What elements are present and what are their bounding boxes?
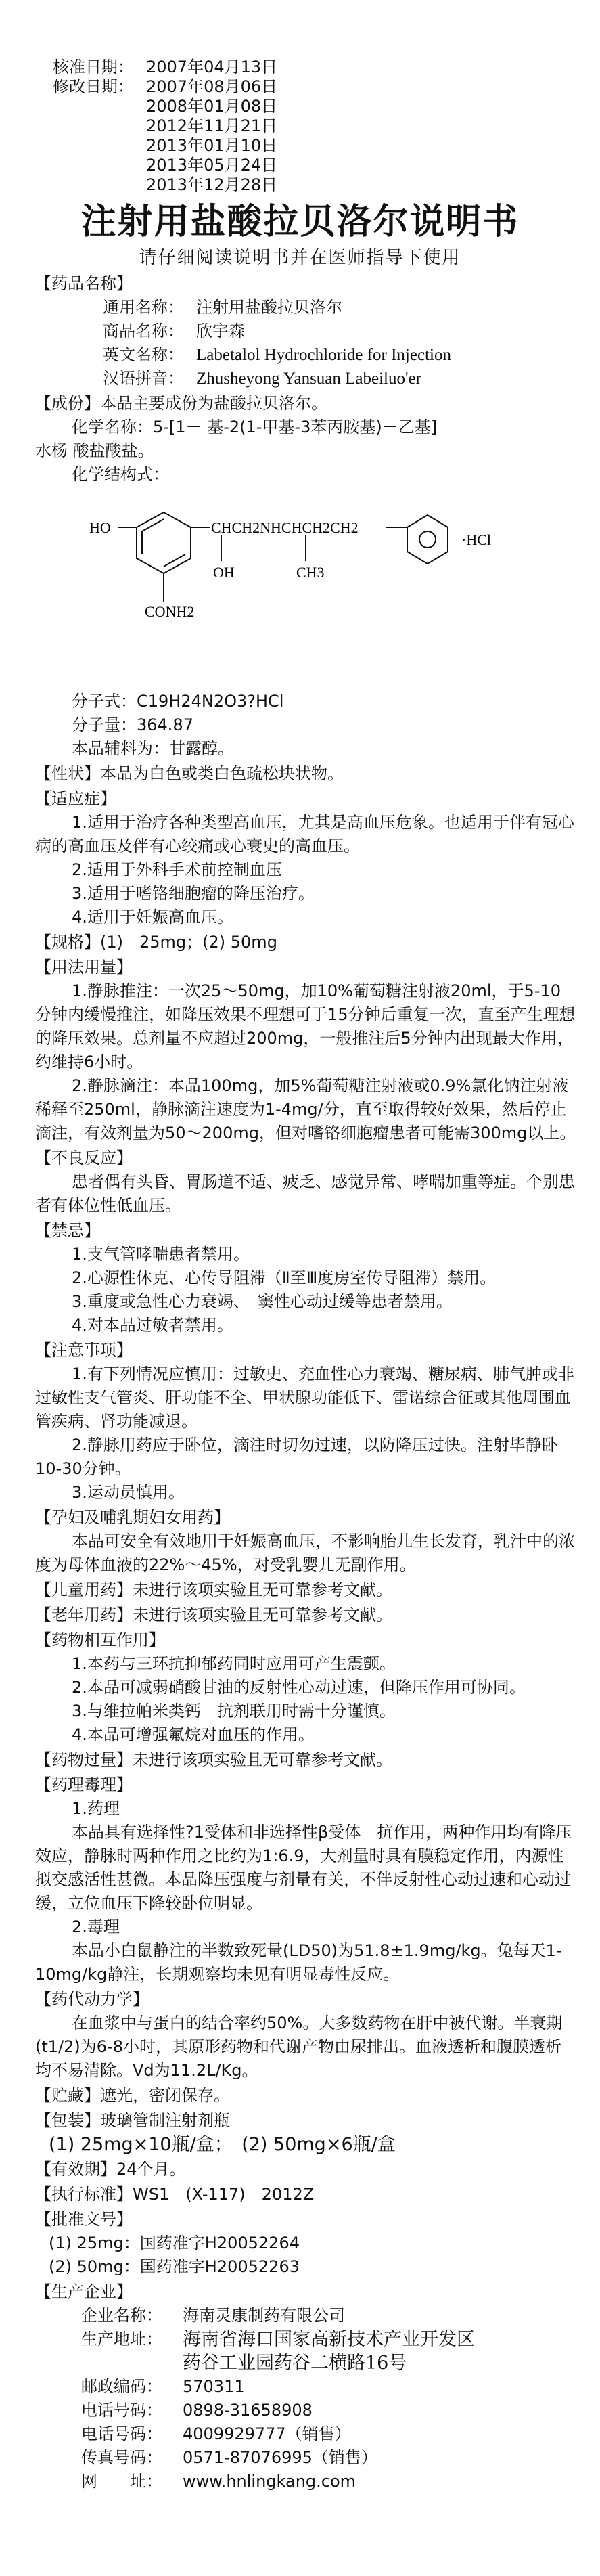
manufacturer-row: 药谷工业园药谷二横路16号 [183,2353,407,2374]
usage-section [35,956,576,1145]
date-row: 2013年01月10日 [146,136,278,155]
date-row: 2013年05月24日 [146,156,278,175]
section-heading: 【孕妇及哺乳期妇女用药】 [35,1508,230,1527]
section-heading: 【老年用药】 [35,1605,133,1624]
manufacturer-row: 网 址： www.hnlingkang.com [35,2470,576,2493]
section-heading: 【儿童用药】 [35,1580,133,1599]
package-section: 【包装】玻璃管制注射剂瓶 (1) 25mg×10瓶/盒； (2) 50mg×6瓶/盒 [35,2111,396,2155]
approval-dates [53,58,277,195]
spec-section: 【规格】(1) 25mg；(2) 50mg [35,933,277,952]
contraindications-section [35,1219,576,1337]
insert-body [35,271,576,2493]
manufacturer-row: 邮政编码： 570311 [81,2377,245,2396]
precaution-item: 1.有下列情况应慎用：过敏史、充血性心力衰竭、糖尿病、肺气肿或非过敏性支气管炎、肝功能不全、甲状腺功能低下、雷诺综合征或其他周围血管疾病、肾功能减退。 [35,1364,574,1431]
pregnancy-section: 【孕妇及哺乳期妇女用药】 本品可安全有效地用于妊娠高血压，不影响胎儿生长发育，乳汁中的浓度为母体血液的22%～45%，对受乳婴儿无副作用。 [35,1506,576,1577]
interaction-item: 4.本品可增强氟烷对血压的作用。 [72,1725,315,1744]
name-row: 通用名称： 注射用盐酸拉贝洛尔 [103,298,342,317]
contra-item: 2.心源性休克、心传导阻滞（Ⅱ至Ⅲ度房室传导阻滞）禁用。 [72,1268,497,1287]
precaution-item: 2.静脉用药应于卧位，滴注时切勿过速，以防降压过快。注射毕静卧10-30分钟。 [35,1436,558,1478]
usage-item: 2.静脉滴注：本品100mg，加5%葡萄糖注射液或0.9%氯化钠注射液稀释至250ml，静脉滴注速度为1-4mg/分，直至取得较好效果，然后停止滴注，有效剂量为50～200mg，但对嗜铬细胞瘤患者可能需300mg以上。 [35,1076,576,1142]
hcl-label: ·HCl [461,531,491,548]
indication-item: 2.适用于外科手术前控制血压 [72,860,282,879]
phenyl-ring [407,515,448,564]
indication-item: 1.适用于治疗各种类型高血压，尤其是高血压危象。也适用于伴有冠心病的高血压及伴有心绞痛或心衰史的高血压。 [35,813,574,856]
conh2-label: CONH2 [145,603,195,620]
date-row: 2013年12月28日 [146,175,278,194]
section-heading: 【注意事项】 [35,1341,133,1360]
contra-item: 4.对本品过敏者禁用。 [72,1316,233,1335]
chain-label: CHCH2NHCHCH2CH2 [211,519,359,536]
section-heading: 【性状】 [35,764,100,783]
section-heading: 【禁忌】 [35,1221,100,1240]
approval-item: (2) 50mg：国药准字H20052263 [49,2257,300,2276]
section-heading: 【执行标准】 [35,2185,133,2204]
chemical-structure [35,487,576,690]
molecular-weight: 分子量：364.87 [72,715,193,734]
section-heading: 【用法用量】 [35,958,133,977]
interaction-item: 1.本药与三环抗抑郁药同时应用可产生震颤。 [72,1654,396,1673]
approval-section [35,2208,576,2279]
drug-name-section [35,272,576,391]
indications-section [35,787,576,929]
molecular-formula: 分子式：C19H24N2O3?HCl [72,692,284,711]
approval-item: (1) 25mg：国药准字H20052264 [49,2234,300,2252]
overdose-section: 【药物过量】未进行该项实验且无可靠参考文献。 [35,1750,392,1769]
precautions-section [35,1339,576,1505]
adverse-section: 【不良反应】 患者偶有头昏、胃肠道不适、疲乏、感觉异常、哮喘加重等症。个别患者有体位性低血压。 [35,1147,576,1218]
website-link[interactable]: www.hnlingkang.com [183,2472,356,2491]
interaction-item: 2.本品可减弱硝酸甘油的反射性心动过速，但降压作用可协同。 [72,1678,526,1697]
standard-section: 【执行标准】WS1－(X-117)－2012Z [35,2185,315,2204]
ho-label: HO [89,519,111,536]
document-title: 注射用盐酸拉贝洛尔说明书 [80,202,520,242]
precaution-item: 3.运动员慎用。 [72,1483,185,1502]
pharmacokinetics-section: 【药代动力学】 在血浆中与蛋白的结合率约50%。大多数药物在肝中被代谢。半衰期(t1/2)为6-8小时，其原形药物和代谢产物由尿排出。血液透析和腹膜透析均不易清除。Vd为11.2L/Kg。 [35,1988,576,2083]
manufacturer-row: 电话号码： 4009929777（销售） [81,2424,351,2443]
name-row: 商品名称： 欣宇森 [103,321,245,340]
manufacturer-row: 电话号码： 0898-31658908 [81,2401,313,2420]
validity-section: 【有效期】24个月。 [35,2160,186,2179]
manufacturer-row: 传真号码： 0571-87076995（销售） [81,2448,377,2467]
storage-section: 【贮藏】遮光，密闭保存。 [35,2086,230,2105]
composition-section: 【成份】本品主要成份为盐酸拉贝洛尔。 化学名称：5-[1－ 基-2(1-甲基-3苯丙胺基)－乙基] 水杨 酸盐酸盐。 化学结构式： HO CONH2 OH CHCH2NHCHCH2CH2 CH3 ·HCl 分子式：C19H24N2O3?HCl 分子量：364.87 本品辅料为：甘露醇。 [35,392,576,761]
ch3-label: CH3 [296,564,325,581]
date-row: 2012年11月21日 [146,116,278,135]
children-section: 【儿童用药】未进行该项实验且无可靠参考文献。 [35,1580,392,1599]
excipient: 本品辅料为：甘露醇。 [72,739,234,758]
date-row: 2008年01月08日 [146,97,278,116]
interaction-item: 3.与维拉帕米类钙 抗剂联用时需十分谨慎。 [72,1702,396,1720]
usage-item: 1.静脉推注：一次25～50mg，加10%葡萄糖注射液20ml，于5-10分钟内缓慢推注，如降压效果不理想可于15分钟后重复一次，直至产生理想的降压效果。总剂量不应超过200mg，一般推注后5分钟内出现最大作用，约维持6小时。 [35,981,576,1071]
manufacturer-row: 生产地址： 海南省海口国家高新技术产业开发区 [81,2329,475,2350]
elderly-section: 【老年用药】未进行该项实验且无可靠参考文献。 [35,1605,392,1624]
section-heading: 【不良反应】 [35,1149,133,1168]
indication-item: 4.适用于妊娠高血压。 [72,908,233,927]
section-heading: 【贮藏】 [35,2086,100,2105]
section-heading: 【药品名称】 [35,274,133,293]
contra-item: 1.支气管哮喘患者禁用。 [72,1245,250,1264]
character-section: 【性状】本品为白色或类白色疏松块状物。 [35,764,344,783]
structure-diagram [89,500,522,663]
section-heading: 【生产企业】 [35,2282,133,2301]
manufacturer-section [35,2280,576,2493]
manufacturer-row: 企业名称： 海南灵康制药有限公司 [81,2306,345,2325]
date-row: 核准日期： 2007年04月13日 [53,58,278,76]
phenol-ring [137,512,191,573]
section-heading: 【批准文号】 [35,2210,133,2229]
oh-label: OH [213,564,235,581]
date-row: 修改日期： 2007年08月06日 [53,77,278,96]
contra-item: 3.重度或急性心力衰竭、 窦性心动过缓等患者禁用。 [72,1292,453,1311]
pharmacology-section: 【药理毒理】 1.药理 本品具有选择性?1受体和非选择性β受体 抗作用，两种作用均有降压效应，静脉时两种作用之比约为1:6.9，大剂量时具有膜稳定作用，内源性拟交感活性甚微。本品降压强度与剂量有关，不伴反射性心动过速和心动过缓，立位血压下降较卧位明显。 2.毒理 本品小白鼠静注的半数致死量(LD50)为51.8±1.9mg/kg。兔每天1-10mg/kg静注，长期观察均未见有明显毒性反应。 [35,1773,576,1986]
section-heading: 【适应症】 [35,789,116,808]
section-heading: 【药物过量】 [35,1750,133,1769]
document-subtitle: 请仔细阅读说明书并在医师指导下使用 [139,248,461,268]
name-row: 汉语拼音： Zhusheyong Yansuan Labeiluo'er [103,369,421,388]
indication-item: 3.适用于嗜铬细胞瘤的降压治疗。 [72,884,315,903]
name-row: 英文名称： Labetalol Hydrochloride for Injection [103,345,451,364]
section-heading: 【规格】 [35,933,100,952]
section-heading: 【药代动力学】 [35,1990,149,2009]
section-heading: 【药理毒理】 [35,1775,133,1794]
interactions-section [35,1628,576,1747]
section-heading: 【包装】 [35,2111,100,2130]
section-heading: 【成份】 [35,394,100,413]
section-heading: 【有效期】 [35,2160,116,2179]
section-heading: 【药物相互作用】 [35,1630,165,1649]
